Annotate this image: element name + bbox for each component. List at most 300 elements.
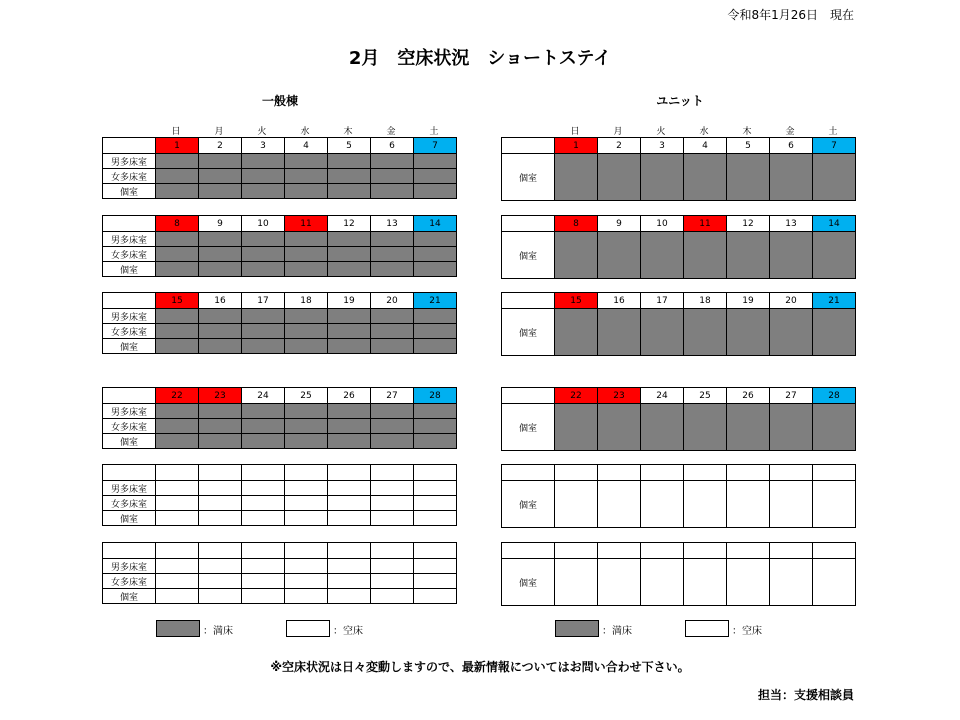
availability-cell [285,496,328,511]
unit-dow-3: 水 [699,127,709,137]
general-date-cell: 2 [199,138,242,154]
availability-cell [414,247,457,262]
unit-week-table [501,292,856,356]
general-date-cell [328,543,371,559]
availability-cell [684,154,727,201]
availability-cell [285,339,328,354]
unit-date-cell: 2 [598,138,641,154]
availability-cell [328,404,371,419]
availability-cell [285,169,328,184]
room-type-label: 個室 [103,262,156,277]
unit-date-cell: 28 [813,388,856,404]
availability-cell [598,309,641,356]
availability-cell [371,262,414,277]
availability-cell [684,404,727,451]
unit-date-cell: 25 [684,388,727,404]
general-date-cell [199,543,242,559]
notice-text: ※空床状況は日々変動しますので、最新情報についてはお問い合わせ下さい。 [270,660,690,674]
availability-cell [414,574,457,589]
general-dow-2: 火 [257,127,267,137]
general-date-cell [285,465,328,481]
availability-cell [199,404,242,419]
general-date-cell: 14 [414,216,457,232]
availability-cell [371,511,414,526]
unit-date-cell [770,465,813,481]
unit-date-cell [641,465,684,481]
corner-cell [502,138,555,154]
general-date-cell [242,543,285,559]
general-date-cell [285,543,328,559]
room-type-label: 女多床室 [103,324,156,339]
general-week-table [102,292,457,354]
availability-cell [371,481,414,496]
corner-cell [103,465,156,481]
availability-cell [770,232,813,279]
availability-cell [328,262,371,277]
general-week-table [102,137,457,199]
availability-cell [156,559,199,574]
availability-cell [156,309,199,324]
availability-cell [199,589,242,604]
availability-cell [328,496,371,511]
availability-cell [199,434,242,449]
unit-date-cell: 16 [598,293,641,309]
availability-cell [727,559,770,606]
general-date-cell [199,465,242,481]
general-date-cell [156,543,199,559]
general-date-cell [414,543,457,559]
corner-cell [502,465,555,481]
availability-cell [242,339,285,354]
availability-cell [156,339,199,354]
unit-dow-5: 金 [785,127,795,137]
availability-cell [285,559,328,574]
availability-cell [156,184,199,199]
availability-cell [156,324,199,339]
unit-week-table [501,387,856,451]
availability-cell [414,154,457,169]
unit-date-cell: 5 [727,138,770,154]
availability-cell [285,434,328,449]
availability-cell [414,309,457,324]
availability-cell [328,481,371,496]
availability-cell [371,339,414,354]
corner-cell [502,388,555,404]
unit-dow-2: 火 [656,127,666,137]
availability-cell [328,339,371,354]
availability-cell [199,262,242,277]
room-type-label: 個室 [103,589,156,604]
availability-cell [555,481,598,528]
availability-cell [684,232,727,279]
availability-cell [641,232,684,279]
availability-cell [598,154,641,201]
general-date-cell: 6 [371,138,414,154]
current-date: 令和8年1月26日 現在 [727,8,854,22]
availability-cell [328,511,371,526]
availability-cell [199,324,242,339]
availability-cell [242,404,285,419]
availability-cell [199,511,242,526]
unit-date-cell: 4 [684,138,727,154]
availability-cell [156,496,199,511]
availability-cell [199,339,242,354]
general-date-cell [242,465,285,481]
corner-cell [103,543,156,559]
legend-full-label: ：満床 [602,626,632,637]
unit-date-cell: 23 [598,388,641,404]
legend-empty-label: ：空床 [732,626,762,637]
availability-cell [813,232,856,279]
availability-cell [328,184,371,199]
availability-cell [414,184,457,199]
unit-week-table [501,137,856,201]
room-type-label: 女多床室 [103,574,156,589]
general-dow-0: 日 [171,127,181,137]
room-type-label: 男多床室 [103,404,156,419]
availability-cell [371,404,414,419]
availability-cell [770,404,813,451]
general-date-cell: 16 [199,293,242,309]
availability-cell [242,309,285,324]
availability-cell [414,324,457,339]
room-type-label: 男多床室 [103,154,156,169]
corner-cell [502,293,555,309]
unit-date-cell: 26 [727,388,770,404]
availability-cell [199,169,242,184]
availability-cell [727,481,770,528]
availability-cell [328,419,371,434]
unit-date-cell: 7 [813,138,856,154]
availability-cell [285,262,328,277]
availability-cell [371,154,414,169]
room-type-label: 女多床室 [103,496,156,511]
general-date-cell: 26 [328,388,371,404]
unit-date-cell [684,465,727,481]
availability-cell [371,559,414,574]
availability-cell [199,232,242,247]
general-date-cell [328,465,371,481]
unit-date-cell: 1 [555,138,598,154]
availability-cell [328,559,371,574]
availability-cell [371,324,414,339]
unit-date-cell [813,543,856,559]
availability-cell [156,589,199,604]
availability-cell [199,309,242,324]
general-date-cell: 11 [285,216,328,232]
unit-date-cell: 6 [770,138,813,154]
availability-cell [555,404,598,451]
availability-cell [199,481,242,496]
availability-cell [156,247,199,262]
general-date-cell: 4 [285,138,328,154]
legend-empty-swatch [286,620,330,637]
availability-cell [555,309,598,356]
general-date-cell: 17 [242,293,285,309]
availability-cell [770,559,813,606]
room-type-label: 男多床室 [103,481,156,496]
unit-date-cell: 17 [641,293,684,309]
availability-cell [371,496,414,511]
unit-date-cell: 27 [770,388,813,404]
availability-cell [156,262,199,277]
corner-cell [502,543,555,559]
unit-date-cell [641,543,684,559]
unit-date-cell [684,543,727,559]
room-type-label: 個室 [502,481,555,528]
availability-cell [285,574,328,589]
availability-cell [414,559,457,574]
unit-date-cell [555,465,598,481]
legend-full-swatch [555,620,599,637]
availability-cell [199,154,242,169]
availability-cell [813,559,856,606]
availability-cell [727,232,770,279]
availability-cell [285,589,328,604]
general-date-cell: 8 [156,216,199,232]
availability-cell [199,574,242,589]
general-date-cell: 28 [414,388,457,404]
room-type-label: 女多床室 [103,169,156,184]
room-type-label: 個室 [502,154,555,201]
availability-cell [242,232,285,247]
availability-cell [727,404,770,451]
legend-full-swatch [156,620,200,637]
availability-cell [285,184,328,199]
general-week-table [102,215,457,277]
general-week-table [102,387,457,449]
availability-cell [328,232,371,247]
availability-cell [242,324,285,339]
room-type-label: 個室 [502,232,555,279]
availability-cell [328,247,371,262]
contact-text: 担当：支援相談員 [757,688,854,702]
availability-cell [770,154,813,201]
unit-date-cell: 20 [770,293,813,309]
unit-date-cell: 10 [641,216,684,232]
availability-cell [328,574,371,589]
availability-cell [641,481,684,528]
legend-empty-label: ：空床 [333,626,363,637]
availability-cell [371,434,414,449]
general-date-cell: 5 [328,138,371,154]
availability-cell [770,309,813,356]
availability-cell [414,232,457,247]
general-dow-1: 月 [214,127,224,137]
room-type-label: 男多床室 [103,559,156,574]
availability-cell [242,154,285,169]
availability-cell [199,247,242,262]
availability-cell [156,419,199,434]
general-date-cell: 22 [156,388,199,404]
availability-cell [156,574,199,589]
availability-cell [242,481,285,496]
unit-date-cell [598,543,641,559]
room-type-label: 個室 [502,309,555,356]
corner-cell [103,216,156,232]
general-date-cell [371,465,414,481]
availability-cell [285,511,328,526]
general-date-cell: 21 [414,293,457,309]
unit-date-cell: 24 [641,388,684,404]
availability-cell [199,559,242,574]
general-date-cell: 27 [371,388,414,404]
availability-cell [641,154,684,201]
room-type-label: 女多床室 [103,419,156,434]
availability-cell [371,574,414,589]
availability-cell [641,404,684,451]
availability-cell [285,419,328,434]
availability-cell [285,247,328,262]
availability-cell [156,481,199,496]
general-date-cell: 10 [242,216,285,232]
general-week-table [102,542,457,604]
general-date-cell: 23 [199,388,242,404]
availability-cell [242,169,285,184]
unit-ward-title: ユニット [656,94,704,108]
availability-cell [328,169,371,184]
availability-cell [371,589,414,604]
room-type-label: 個室 [103,434,156,449]
general-date-cell: 7 [414,138,457,154]
availability-cell [285,309,328,324]
availability-cell [328,589,371,604]
unit-date-cell: 9 [598,216,641,232]
unit-date-cell: 8 [555,216,598,232]
availability-cell [414,262,457,277]
general-date-cell: 9 [199,216,242,232]
availability-cell [285,481,328,496]
availability-cell [156,232,199,247]
availability-cell [242,184,285,199]
availability-cell [371,309,414,324]
unit-date-cell: 15 [555,293,598,309]
availability-cell [414,339,457,354]
availability-cell [242,496,285,511]
legend-empty-swatch [685,620,729,637]
availability-cell [371,232,414,247]
availability-cell [727,309,770,356]
availability-cell [813,481,856,528]
availability-cell [156,404,199,419]
availability-cell [641,309,684,356]
general-date-cell: 24 [242,388,285,404]
availability-cell [285,324,328,339]
unit-week-table [501,542,856,606]
availability-cell [414,481,457,496]
unit-date-cell [727,543,770,559]
unit-date-cell: 13 [770,216,813,232]
unit-date-cell: 11 [684,216,727,232]
availability-cell [598,559,641,606]
availability-cell [371,169,414,184]
availability-cell [156,169,199,184]
availability-cell [285,154,328,169]
unit-week-table [501,215,856,279]
general-date-cell: 3 [242,138,285,154]
general-dow-5: 金 [386,127,396,137]
availability-cell [242,262,285,277]
general-week-table [102,464,457,526]
availability-cell [414,496,457,511]
general-date-cell: 1 [156,138,199,154]
corner-cell [103,388,156,404]
general-dow-3: 水 [300,127,310,137]
general-date-cell [371,543,414,559]
general-date-cell: 15 [156,293,199,309]
unit-date-cell: 19 [727,293,770,309]
unit-date-cell: 12 [727,216,770,232]
availability-cell [242,511,285,526]
unit-date-cell [727,465,770,481]
room-type-label: 個室 [103,511,156,526]
unit-dow-0: 日 [570,127,580,137]
availability-cell [414,589,457,604]
availability-cell [727,154,770,201]
room-type-label: 個室 [103,184,156,199]
availability-cell [242,419,285,434]
availability-cell [242,247,285,262]
unit-week-table [501,464,856,528]
general-date-cell: 19 [328,293,371,309]
general-date-cell [156,465,199,481]
unit-date-cell: 3 [641,138,684,154]
general-dow-6: 土 [429,127,439,137]
general-dow-4: 木 [343,127,353,137]
availability-cell [414,511,457,526]
availability-cell [328,434,371,449]
room-type-label: 個室 [502,404,555,451]
availability-cell [598,481,641,528]
availability-cell [371,247,414,262]
availability-cell [684,309,727,356]
availability-cell [371,184,414,199]
room-type-label: 個室 [502,559,555,606]
unit-dow-6: 土 [828,127,838,137]
availability-cell [770,481,813,528]
availability-cell [371,419,414,434]
availability-cell [555,232,598,279]
room-type-label: 男多床室 [103,309,156,324]
unit-dow-4: 木 [742,127,752,137]
availability-cell [285,404,328,419]
general-date-cell: 18 [285,293,328,309]
room-type-label: 男多床室 [103,232,156,247]
availability-cell [813,154,856,201]
room-type-label: 女多床室 [103,247,156,262]
legend-full-label: ：満床 [203,626,233,637]
availability-cell [328,309,371,324]
availability-cell [598,404,641,451]
corner-cell [103,293,156,309]
unit-date-cell [555,543,598,559]
page-title: 2月 空床状況 ショートステイ [348,48,612,69]
availability-cell [555,154,598,201]
availability-cell [328,324,371,339]
availability-cell [684,481,727,528]
availability-cell [813,404,856,451]
availability-cell [414,434,457,449]
unit-date-cell: 18 [684,293,727,309]
general-date-cell: 20 [371,293,414,309]
availability-cell [156,154,199,169]
unit-date-cell: 14 [813,216,856,232]
availability-cell [199,184,242,199]
availability-cell [242,574,285,589]
unit-dow-1: 月 [613,127,623,137]
availability-cell [242,589,285,604]
availability-cell [414,169,457,184]
